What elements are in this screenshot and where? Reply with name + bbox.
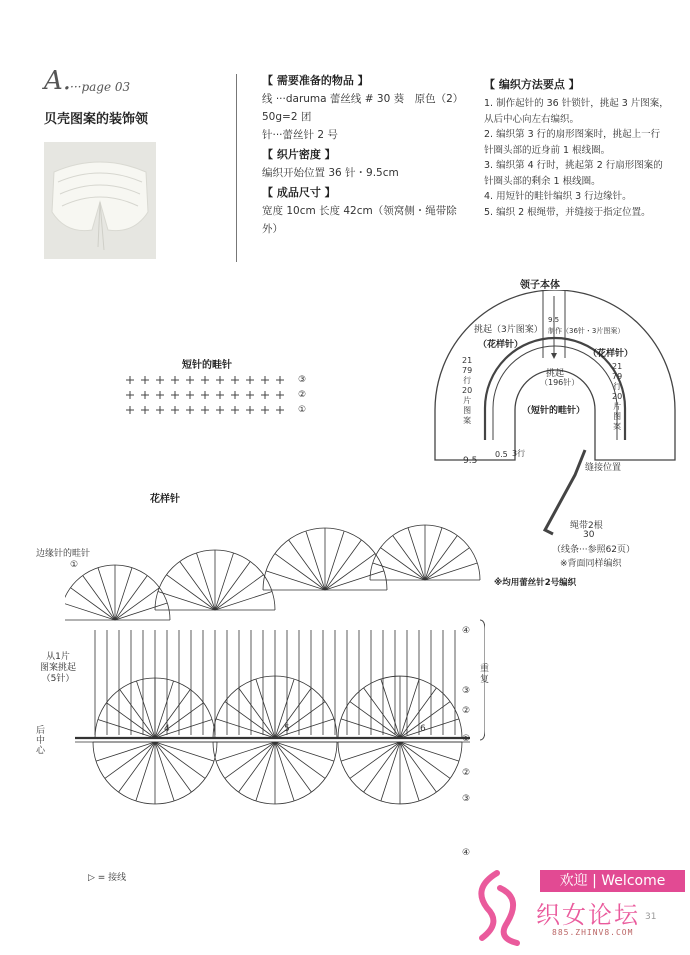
fan-stitch (275, 702, 325, 738)
section-letter: A. (44, 66, 72, 96)
ridge-stitch-symbol (156, 391, 164, 399)
yarn-text: 线 ···daruma 蕾丝线 # 30 葵 原色（2） (262, 93, 464, 105)
fan-stitch (400, 719, 459, 738)
size-heading: 【 成品尺寸 】 (262, 186, 336, 199)
ridge-stitch-symbol (141, 391, 149, 399)
fan-stitch (275, 742, 334, 761)
method-step: 2. 编织第 3 行的扇形图案时，挑起上一行 (484, 129, 661, 140)
rope-note: （线条···参照62页） (552, 545, 636, 555)
flower-right-label: （花样针） (588, 349, 634, 359)
pattern-num: 6 (420, 724, 426, 734)
ridge-stitch-symbol (171, 391, 179, 399)
fan-stitch (325, 540, 361, 590)
ridge-stitch-symbol (126, 391, 134, 399)
fan-stitch (105, 742, 155, 778)
fan-stitch (425, 548, 469, 580)
ridge-stitch-symbol (261, 391, 269, 399)
fan-stitch (136, 681, 155, 738)
fan-stitch (155, 742, 174, 801)
method-step: 针圈头部的近身前 1 根线圈。 (484, 144, 611, 156)
fan-stitch (425, 563, 477, 580)
fan-stitch (275, 688, 311, 738)
fan-stitch (120, 689, 155, 738)
fan-stitch (71, 588, 115, 620)
rope-length: 30 (583, 530, 595, 540)
fan-stitch (400, 679, 419, 738)
ridge-row-1: ① (298, 405, 307, 415)
ridge-stitch-symbol (171, 406, 179, 414)
pattern-title: 花样针 (150, 494, 180, 505)
fan-stitch (350, 742, 400, 778)
ridge-stitch-symbol (171, 376, 179, 384)
measure-top: 9.5 (548, 316, 560, 324)
forum-logo-icon (462, 868, 532, 948)
method-step: 从后中心向左右编织。 (484, 113, 580, 125)
fan-stitch (115, 588, 159, 620)
ridge-stitch-symbol (141, 406, 149, 414)
edge-mark: ① (70, 560, 79, 570)
fan-stitch (325, 531, 344, 590)
pick-from-label: 从1片 图案挑起 （5针） (40, 652, 77, 684)
ridge-stitch-symbol (156, 406, 164, 414)
pattern-num: 4 (164, 724, 170, 734)
fan-stitch (400, 742, 436, 792)
back-center-label: 后中心 (36, 726, 46, 756)
fan-stitch (275, 742, 311, 792)
ridge-stitch-symbol (201, 391, 209, 399)
ridge-stitch-symbol (201, 406, 209, 414)
ridge-stitch-symbol (216, 406, 224, 414)
pattern-title: 贝壳图案的装饰领 (44, 112, 149, 127)
edge-label: 边缘针的畦针 (36, 549, 91, 559)
page-reference: ···page 03 (70, 80, 131, 94)
fan-stitch (196, 553, 215, 610)
collar-photo (44, 142, 156, 259)
fan-stitch (155, 742, 214, 761)
pickup-label: 挑起 (546, 369, 565, 379)
flower-left-label: （花样针） (478, 340, 524, 350)
fan-stitch (155, 742, 191, 792)
fan-stitch (408, 528, 425, 580)
needle-text: 针···蕾丝针 2 号 (262, 129, 338, 141)
ridge-stitch-symbol (246, 376, 254, 384)
gauge-text: 编织开始位置 36 针・9.5cm (262, 167, 399, 179)
ridge-chart (120, 372, 290, 420)
ridge-row-3: ③ (298, 375, 307, 385)
fan-stitch (256, 679, 275, 738)
collar-title: 领子本体 (520, 280, 560, 291)
ridge-stitch-symbol (246, 406, 254, 414)
fan-stitch (256, 742, 275, 801)
row-mark: ③ (462, 794, 471, 804)
method-heading: 【 编织方法要点 】 (484, 78, 580, 91)
materials-section (262, 72, 467, 238)
bottom-width-label: 9.5 (463, 456, 478, 466)
fan-stitch (225, 702, 275, 738)
fan-stitch (373, 563, 425, 580)
fan-stitch (275, 742, 325, 778)
join-legend: ▷ = 接线 (88, 873, 127, 883)
gauge-heading: 【 织片密度 】 (262, 148, 336, 161)
ridge-stitch-symbol (276, 391, 284, 399)
fan-stitch (215, 553, 234, 610)
ridge-stitch-symbol (261, 406, 269, 414)
ridge-stitch-symbol (126, 376, 134, 384)
fan-stitch (325, 554, 375, 590)
fan-stitch (115, 576, 147, 620)
pattern-chart (65, 470, 485, 870)
row-mark: ② (462, 768, 471, 778)
rows-left: 21 79 行 20 片 图 案 (462, 356, 473, 425)
ridge-stitch-symbol (186, 376, 194, 384)
method-section (484, 76, 676, 220)
fan-stitch (341, 719, 400, 738)
fan-stitch (166, 575, 215, 610)
ridge-stitch-symbol (231, 406, 239, 414)
fan-stitch (266, 571, 325, 590)
fan-stitch (381, 548, 425, 580)
fan-stitch (65, 603, 115, 620)
bottom-rows-label: 3行 (512, 449, 526, 458)
fan-stitch (275, 554, 325, 590)
fan-stitch (425, 528, 442, 580)
ridge-stitch-symbol (201, 376, 209, 384)
fan-stitch (98, 719, 155, 738)
method-step: 针圈头部的剩余 1 根线圈。 (484, 175, 601, 187)
fan-stitch (136, 742, 155, 801)
fan-stitch (393, 536, 425, 580)
fan-stitch (381, 742, 400, 801)
cast-on-label: 制作（36针・3片图案） (548, 327, 625, 335)
fan-stitch (98, 568, 115, 620)
size-text: 宽度 10cm 长度 42cm（领窝侧・绳带除外） (262, 205, 457, 235)
forum-url: 885.ZHINV8.COM (552, 928, 634, 937)
rope-label: 绳带2根 (570, 521, 603, 531)
ridge-stitch-symbol (231, 391, 239, 399)
fan-stitch (239, 742, 275, 792)
fan-stitch (289, 540, 325, 590)
repeat-label: 重复 (480, 664, 490, 685)
fan-stitch (96, 742, 155, 761)
ridge-stitch-symbol (156, 376, 164, 384)
ridge-stitch-symbol (246, 391, 254, 399)
ridge-stitch-symbol (216, 376, 224, 384)
fan-stitch (215, 591, 272, 610)
fan-stitch (325, 571, 384, 590)
all-note: ※均用蕾丝针2号编织 (494, 578, 577, 588)
method-step: 5. 编织 2 根绳带，并缝接于指定位置。 (484, 206, 651, 218)
fan-stitch (216, 742, 275, 761)
fan-stitch (350, 702, 400, 738)
ridge-stitch-symbol (141, 376, 149, 384)
welcome-banner: 欢迎 | Welcome (540, 870, 685, 892)
fan-stitch (225, 742, 275, 778)
method-step: 1. 制作起针的 36 针锁针，挑起 3 片图案， (484, 98, 669, 109)
fan-stitch (83, 576, 115, 620)
rows-right: 21 79 行 20 片 图 案 (612, 362, 623, 431)
forum-name: 织女论坛 (536, 901, 640, 929)
collar-center-label: （短针的畦针） (522, 406, 586, 416)
fan-stitch (216, 719, 275, 738)
method-step: 3. 编织第 4 行时，挑起第 2 行扇形图案的 (484, 160, 663, 171)
row-mark: ③ (462, 686, 471, 696)
fan-stitch (341, 742, 400, 761)
fan-stitch (275, 742, 294, 801)
weight-text: 50g=2 团 (262, 111, 312, 123)
pickup-count: （196针） (540, 378, 580, 387)
materials-heading: 【 需要准备的物品 】 (262, 74, 369, 87)
ridge-stitch-symbol (276, 376, 284, 384)
fan-stitch (364, 742, 400, 792)
ridge-stitch-symbol (186, 406, 194, 414)
row-mark: ④ (462, 626, 471, 636)
ridge-stitch-symbol (126, 406, 134, 414)
fan-stitch (364, 688, 400, 738)
column-divider (236, 74, 237, 262)
bottom-gap-label: 0.5 (495, 450, 508, 459)
ridge-stitch-symbol (186, 391, 194, 399)
fan-stitch (215, 561, 250, 610)
fan-stitch (215, 575, 264, 610)
fan-stitch (155, 689, 190, 738)
pick-left-label: 挑起（3片图案） (474, 325, 543, 335)
ridge-row-2: ② (298, 390, 307, 400)
fan-stitch (400, 742, 450, 778)
ridge-stitch-symbol (276, 406, 284, 414)
row-mark: ② (462, 706, 471, 716)
back-note: ※背面同样编织 (560, 559, 622, 569)
ridge-stitch-symbol (231, 376, 239, 384)
page-number: 31 (645, 912, 657, 922)
fan-stitch (115, 603, 167, 620)
row-mark: ④ (462, 848, 471, 858)
fan-stitch (115, 568, 132, 620)
fan-stitch (239, 688, 275, 738)
fan-stitch (381, 679, 400, 738)
fan-stitch (119, 742, 155, 792)
fan-stitch (155, 742, 205, 778)
fan-stitch (180, 561, 215, 610)
fan-stitch (425, 536, 457, 580)
method-step: 4. 用短针的畦针编织 3 行边缘针。 (484, 191, 632, 202)
ridge-stitch-symbol (261, 376, 269, 384)
ridge-stitch-symbol (216, 391, 224, 399)
fan-stitch (400, 742, 459, 761)
row-mark: ① (462, 734, 471, 744)
sew-position-label: 缝接位置 (585, 463, 622, 473)
fan-stitch (400, 742, 419, 801)
pattern-num: 5 (284, 724, 290, 734)
fan-stitch (306, 531, 325, 590)
ridge-title: 短针的畦针 (182, 360, 232, 371)
